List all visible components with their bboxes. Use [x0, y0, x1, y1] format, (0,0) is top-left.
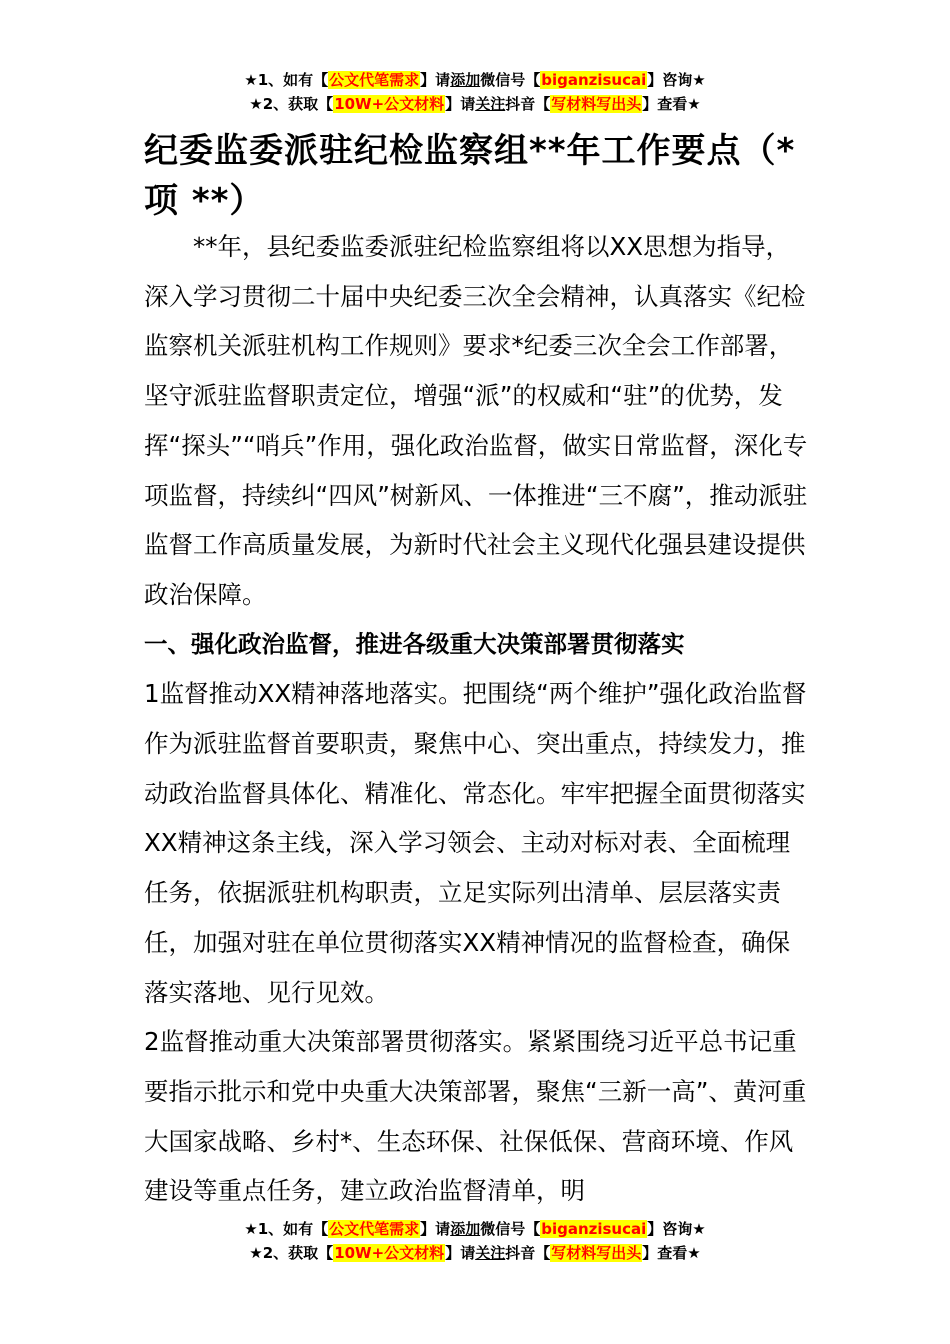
promo-line-1-middle: 】请	[420, 1220, 451, 1238]
promo-line-1-highlight-wechat: biganzisucai	[541, 71, 647, 89]
promo-line-1-prefix: ★1、如有【	[244, 1220, 329, 1238]
promo-line-2-highlight-douyin: 写材料写出头	[551, 1244, 642, 1262]
promo-line-2-highlight-materials: 10W+公文材料	[334, 95, 445, 113]
item-1-paragraph: 1监督推动XX精神落地落实。把围绕“两个维护”强化政治监督作为派驻监督首要职责，聚焦中心、突出重点，持续发力，推动政治监督具体化、精准化、常态化。牢牢把握全面贯彻落实XX精神这条主线，深入学习领会、主动对标对表、全面梳理任务，依据派驻机构职责，立足实际列出清单、层层落实责任，加强对驻在单位贯彻落实XX精神情况的监督检查，确保落实落地、见行见效。	[144, 679, 807, 1007]
promo-line-2	[0, 1241, 950, 1265]
promo-line-2-highlight-materials: 10W+公文材料	[334, 1244, 445, 1262]
promo-line-1-prefix: ★1、如有【	[244, 71, 329, 89]
section-1-heading: 一、强化政治监督，推进各级重大决策部署贯彻落实	[144, 629, 685, 658]
promo-line-1-middle-b: 微信号【	[480, 1220, 541, 1238]
promo-line-1-suffix: 】咨询★	[647, 1220, 706, 1238]
promo-line-2-prefix: ★2、获取【	[249, 1244, 334, 1262]
document-body	[144, 222, 809, 1216]
promo-line-1-highlight-service: 公文代笔需求	[329, 1220, 420, 1238]
promo-line-2-suffix: 】查看★	[642, 1244, 701, 1262]
promo-line-1-middle: 】请	[420, 71, 451, 89]
promo-line-2-prefix: ★2、获取【	[249, 95, 334, 113]
item-2-paragraph: 2监督推动重大决策部署贯彻落实。紧紧围绕习近平总书记重要指示批示和党中央重大决策部署，聚焦“三新一高”、黄河重大国家战略、乡村*、生态环保、社保低保、营商环境、作风建设等重点任务，建立政治监督清单，明	[144, 1027, 807, 1206]
intro-paragraph: **年，县纪委监委派驻纪检监察组将以XX思想为指导，深入学习贯彻二十届中央纪委三次全会精神，认真落实《纪检监察机关派驻机构工作规则》要求*纪委三次全会工作部署，坚守派驻监督职责定位，增强“派”的权威和“驻”的优势，发挥“探头”“哨兵”作用，强化政治监督，做实日常监督，深化专项监督，持续纠“四风”树新风、一体推进“三不腐”，推动派驻监督工作高质量发展，为新时代社会主义现代化强县建设提供政治保障。	[144, 232, 808, 609]
promo-line-1-suffix: 】咨询★	[647, 71, 706, 89]
promo-line-1-middle-b: 微信号【	[480, 71, 541, 89]
promo-line-2-middle-b: 抖音【	[505, 1244, 551, 1262]
promo-banner-bottom	[0, 1217, 950, 1265]
promo-line-2-suffix: 】查看★	[642, 95, 701, 113]
promo-line-2-highlight-douyin: 写材料写出头	[551, 95, 642, 113]
promo-banner-top	[0, 68, 950, 116]
promo-line-1	[0, 68, 950, 92]
promo-line-2-underlined: 关注	[475, 1244, 506, 1262]
promo-line-2-middle: 】请	[445, 1244, 476, 1262]
promo-line-2-underlined: 关注	[475, 95, 506, 113]
promo-line-2-middle: 】请	[445, 95, 476, 113]
promo-line-1	[0, 1217, 950, 1241]
promo-line-1-highlight-service: 公文代笔需求	[329, 71, 420, 89]
promo-line-1-highlight-wechat: biganzisucai	[541, 1220, 647, 1238]
document-title: 纪委监委派驻纪检监察组**年工作要点（*项 **）	[144, 131, 796, 221]
promo-line-2-middle-b: 抖音【	[505, 95, 551, 113]
promo-line-1-underlined: 添加	[450, 1220, 481, 1238]
promo-line-1-underlined: 添加	[450, 71, 481, 89]
promo-line-2	[0, 92, 950, 116]
